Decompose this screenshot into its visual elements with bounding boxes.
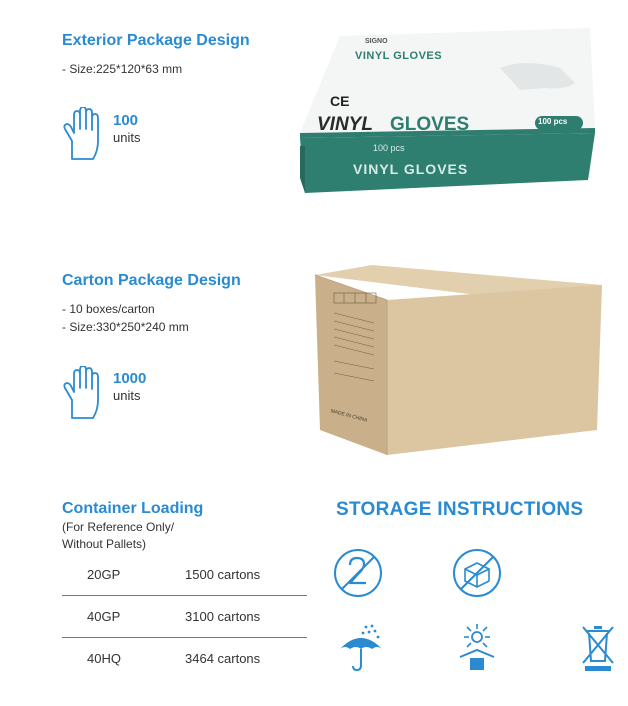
row-qty: 3100 cartons (185, 609, 261, 624)
exterior-count: 100 (113, 112, 139, 129)
glove-icon (60, 366, 104, 420)
table-row (62, 597, 307, 637)
exterior-size: - Size:225*120*63 mm (62, 62, 183, 76)
container-title: Container Loading (62, 500, 204, 517)
row-divider (62, 595, 307, 596)
row-divider (62, 637, 307, 638)
carton-size: - Size:330*250*240 mm (62, 320, 189, 334)
table-row (62, 555, 307, 595)
carton-title: Carton Package Design (62, 272, 241, 289)
carton-count: 1000 (113, 370, 147, 387)
row-type: 20GP (87, 567, 121, 582)
product-box-image (295, 28, 595, 193)
carton-units: units (113, 388, 141, 403)
table-row (62, 639, 307, 679)
row-type: 40HQ (87, 651, 121, 666)
box-side-count: 100 pcs (373, 143, 405, 153)
do-not-dispose-icon (580, 623, 616, 673)
carton-made-in: MADE IN CHINA (329, 408, 368, 424)
keep-away-from-sunlight-icon (452, 623, 502, 673)
container-note-line1: (For Reference Only/ (62, 520, 175, 534)
do-not-reuse-icon (332, 547, 384, 599)
carton-image (312, 265, 602, 455)
row-qty: 1500 cartons (185, 567, 261, 582)
box-ce-mark: CE (330, 93, 350, 109)
storage-title: STORAGE INSTRUCTIONS (336, 499, 584, 520)
do-not-stack-icon (451, 547, 503, 599)
row-type: 40GP (87, 609, 121, 624)
box-name-top: VINYL GLOVES (355, 50, 443, 62)
box-brand: SIGNO (365, 38, 388, 45)
box-name-vinyl: VINYL (317, 114, 373, 135)
container-note-line2: Without Pallets) (62, 537, 147, 551)
carton-boxes: - 10 boxes/carton (62, 302, 155, 316)
box-name-gloves: GLOVES (390, 114, 470, 135)
exterior-units: units (113, 130, 141, 145)
glove-icon (60, 107, 104, 161)
keep-dry-icon (336, 623, 386, 673)
row-qty: 3464 cartons (185, 651, 261, 666)
box-side-name: VINYL GLOVES (353, 161, 469, 177)
exterior-title: Exterior Package Design (62, 32, 250, 49)
box-count-badge: 100 pcs (538, 117, 568, 126)
